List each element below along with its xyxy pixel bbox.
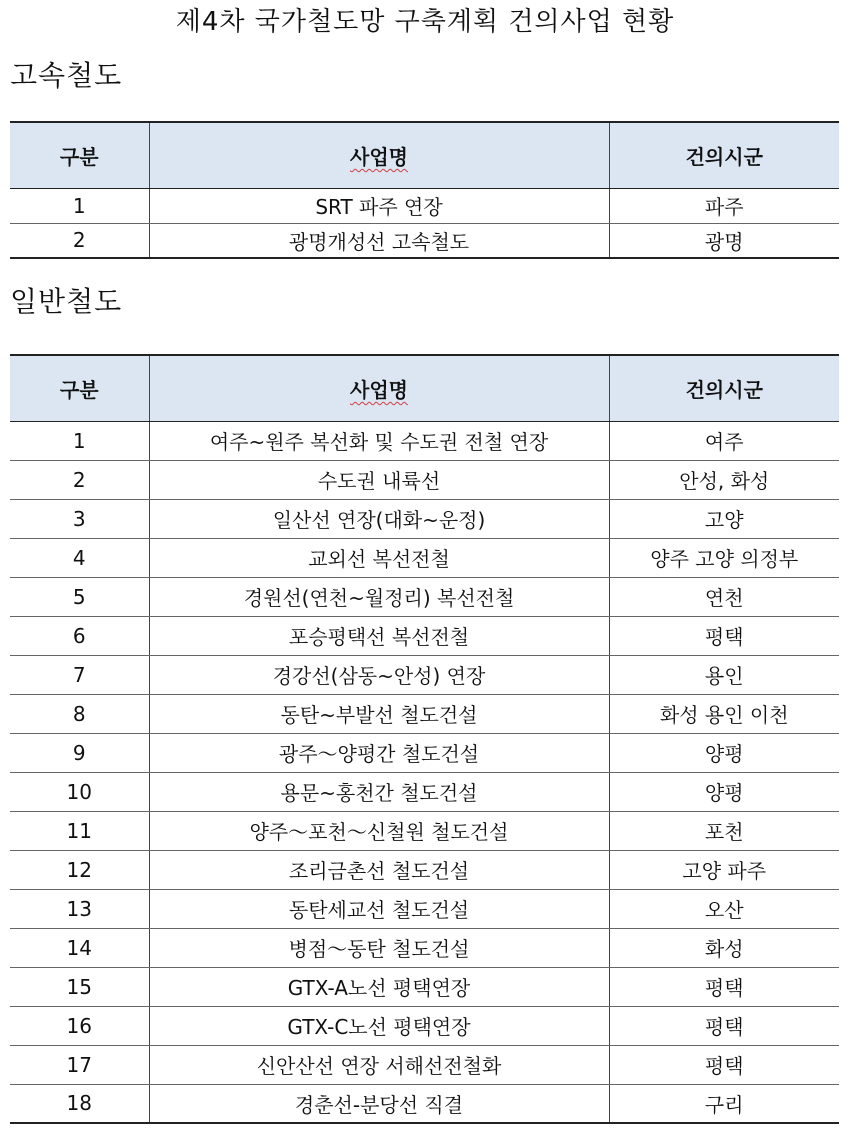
cell-number: 7 — [10, 655, 149, 694]
cell-number: 2 — [10, 223, 149, 258]
header-proposing-city: 건의시군 — [609, 122, 839, 188]
high-speed-rail-table — [10, 121, 839, 259]
header-category: 구분 — [10, 122, 149, 188]
table-header-row — [10, 355, 839, 421]
cell-proposing-city: 평택 — [609, 616, 839, 655]
cell-project-name: 일산선 연장(대화~운정) — [149, 499, 609, 538]
header-project-name-text: 사업명 — [350, 377, 408, 402]
cell-project-name: GTX-A노선 평택연장 — [149, 967, 609, 1006]
header-category: 구분 — [10, 355, 149, 421]
cell-number: 18 — [10, 1084, 149, 1123]
table-row — [10, 460, 839, 499]
table-row — [10, 1045, 839, 1084]
cell-project-name: 경춘선-분당선 직결 — [149, 1084, 609, 1123]
cell-number: 3 — [10, 499, 149, 538]
cell-number: 1 — [10, 188, 149, 223]
document-title: 제4차 국가철도망 구축계획 건의사업 현황 — [175, 7, 675, 37]
cell-number: 17 — [10, 1045, 149, 1084]
cell-project-name: 신안산선 연장 서해선전철화 — [149, 1045, 609, 1084]
cell-proposing-city: 양평 — [609, 733, 839, 772]
cell-proposing-city: 연천 — [609, 577, 839, 616]
section-title-high-speed-rail: 고속철도 — [10, 59, 123, 92]
cell-proposing-city: 양주 고양 의정부 — [609, 538, 839, 577]
header-proposing-city: 건의시군 — [609, 355, 839, 421]
table-row — [10, 1006, 839, 1045]
cell-number: 1 — [10, 421, 149, 460]
cell-project-name: 병점～동탄 철도건설 — [149, 928, 609, 967]
header-project-name — [149, 355, 609, 421]
table-row — [10, 694, 839, 733]
table-row — [10, 772, 839, 811]
cell-proposing-city: 화성 — [609, 928, 839, 967]
section-title-general-rail: 일반철도 — [10, 285, 123, 318]
cell-proposing-city: 고양 파주 — [609, 850, 839, 889]
table-row — [10, 223, 839, 258]
cell-proposing-city: 평택 — [609, 967, 839, 1006]
cell-proposing-city: 안성, 화성 — [609, 460, 839, 499]
cell-proposing-city: 구리 — [609, 1084, 839, 1123]
table-header-row — [10, 122, 839, 188]
cell-proposing-city: 평택 — [609, 1045, 839, 1084]
table-row — [10, 811, 839, 850]
cell-number: 13 — [10, 889, 149, 928]
table-row — [10, 733, 839, 772]
cell-project-name: 경원선(연천~월정리) 복선전철 — [149, 577, 609, 616]
cell-number: 11 — [10, 811, 149, 850]
cell-number: 2 — [10, 460, 149, 499]
cell-proposing-city: 광명 — [609, 223, 839, 258]
cell-number: 6 — [10, 616, 149, 655]
table-row — [10, 655, 839, 694]
table-row — [10, 421, 839, 460]
table-row — [10, 850, 839, 889]
cell-proposing-city: 오산 — [609, 889, 839, 928]
table-row — [10, 967, 839, 1006]
cell-project-name: 용문~홍천간 철도건설 — [149, 772, 609, 811]
header-project-name — [149, 122, 609, 188]
table-row — [10, 577, 839, 616]
cell-number: 16 — [10, 1006, 149, 1045]
table-row — [10, 188, 839, 223]
cell-number: 12 — [10, 850, 149, 889]
cell-project-name: 광주～양평간 철도건설 — [149, 733, 609, 772]
cell-proposing-city: 파주 — [609, 188, 839, 223]
cell-proposing-city: 양평 — [609, 772, 839, 811]
table-row — [10, 616, 839, 655]
cell-project-name: SRT 파주 연장 — [149, 188, 609, 223]
table-row — [10, 1084, 839, 1123]
table-row — [10, 889, 839, 928]
cell-project-name: 동탄~부발선 철도건설 — [149, 694, 609, 733]
cell-project-name: 조리금촌선 철도건설 — [149, 850, 609, 889]
cell-project-name: 동탄세교선 철도건설 — [149, 889, 609, 928]
cell-project-name: 광명개성선 고속철도 — [149, 223, 609, 258]
cell-number: 10 — [10, 772, 149, 811]
table-row — [10, 499, 839, 538]
cell-project-name: 여주~원주 복선화 및 수도권 전철 연장 — [149, 421, 609, 460]
cell-number: 8 — [10, 694, 149, 733]
cell-proposing-city: 평택 — [609, 1006, 839, 1045]
cell-proposing-city: 여주 — [609, 421, 839, 460]
cell-number: 9 — [10, 733, 149, 772]
cell-proposing-city: 용인 — [609, 655, 839, 694]
table-row — [10, 538, 839, 577]
cell-project-name: 교외선 복선전철 — [149, 538, 609, 577]
cell-number: 4 — [10, 538, 149, 577]
table-row — [10, 928, 839, 967]
cell-project-name: 양주～포천～신철원 철도건설 — [149, 811, 609, 850]
cell-proposing-city: 고양 — [609, 499, 839, 538]
cell-project-name: GTX-C노선 평택연장 — [149, 1006, 609, 1045]
cell-project-name: 포승평택선 복선전철 — [149, 616, 609, 655]
cell-number: 15 — [10, 967, 149, 1006]
header-project-name-text: 사업명 — [350, 144, 408, 169]
cell-number: 5 — [10, 577, 149, 616]
general-rail-table — [10, 354, 839, 1124]
cell-number: 14 — [10, 928, 149, 967]
cell-proposing-city: 포천 — [609, 811, 839, 850]
cell-proposing-city: 화성 용인 이천 — [609, 694, 839, 733]
cell-project-name: 수도권 내륙선 — [149, 460, 609, 499]
cell-project-name: 경강선(삼동~안성) 연장 — [149, 655, 609, 694]
